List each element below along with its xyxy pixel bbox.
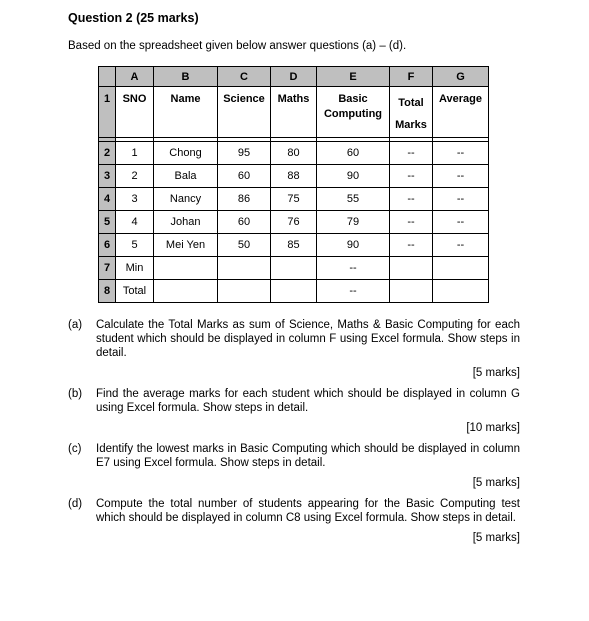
cell-empty	[390, 280, 433, 303]
column-header-f: F	[390, 67, 433, 87]
column-header-row	[99, 67, 489, 87]
cell-basic-computing-min: --	[317, 257, 390, 280]
cell-average: --	[433, 188, 489, 211]
table-row	[99, 142, 489, 165]
cell-empty	[218, 280, 271, 303]
subquestion-label: (d)	[68, 498, 83, 510]
cell-empty	[154, 257, 218, 280]
cell-basic-computing: 79	[317, 211, 390, 234]
cell-sno: 5	[116, 234, 154, 257]
header-cell-basic-computing: Basic Computing	[317, 87, 390, 138]
subquestion-text: Compute the total number of students appearing for the Basic Computing test which should be displayed in column C8 using Excel formula. Show steps in detail.	[96, 498, 520, 524]
cell-name: Nancy	[154, 188, 218, 211]
cell-empty	[154, 280, 218, 303]
cell-science: 86	[218, 188, 271, 211]
cell-empty	[271, 280, 317, 303]
cell-empty	[218, 257, 271, 280]
cell-basic-computing: 90	[317, 234, 390, 257]
cell-maths: 75	[271, 188, 317, 211]
cell-total-marks: --	[390, 142, 433, 165]
question-title: Question 2 (25 marks)	[68, 11, 199, 25]
table-row	[99, 188, 489, 211]
table-row	[99, 234, 489, 257]
cell-maths: 76	[271, 211, 317, 234]
subquestion-label: (c)	[68, 443, 82, 455]
column-header-e: E	[317, 67, 390, 87]
cell-science: 50	[218, 234, 271, 257]
cell-name: Mei Yen	[154, 234, 218, 257]
table-row-min	[99, 257, 489, 280]
column-header-d: D	[271, 67, 317, 87]
row-number: 6	[99, 234, 116, 257]
subquestion-label: (a)	[68, 319, 83, 331]
cell-total-marks: --	[390, 188, 433, 211]
subquestion-text: Find the average marks for each student which should be displayed in column G using Excel formula. Show steps in detail.	[96, 388, 520, 414]
subquestion-text: Identify the lowest marks in Basic Computing which should be displayed in column E7 using Excel formula. Show steps in detail.	[96, 443, 520, 469]
cell-basic-computing: 55	[317, 188, 390, 211]
subquestion-b	[68, 387, 520, 435]
subquestion-text: Calculate the Total Marks as sum of Science, Maths & Basic Computing for each student which should be displayed in column F using Excel formula. Show steps in detail.	[96, 319, 520, 359]
cell-empty	[390, 257, 433, 280]
table-row	[99, 211, 489, 234]
spreadsheet-table	[98, 66, 489, 303]
column-header-a: A	[116, 67, 154, 87]
subquestion-d	[68, 497, 520, 545]
cell-basic-computing: 90	[317, 165, 390, 188]
table-row-header	[99, 87, 489, 138]
cell-average: --	[433, 165, 489, 188]
cell-science: 60	[218, 211, 271, 234]
subquestion-marks: [5 marks]	[472, 532, 520, 544]
header-cell-total-marks: Total Marks	[390, 87, 433, 138]
table-row-total	[99, 280, 489, 303]
cell-min-label: Min	[116, 257, 154, 280]
cell-science: 95	[218, 142, 271, 165]
header-cell-name: Name	[154, 87, 218, 138]
row-number: 8	[99, 280, 116, 303]
row-number: 5	[99, 211, 116, 234]
subquestion-marks: [5 marks]	[472, 367, 520, 379]
cell-science: 60	[218, 165, 271, 188]
cell-sno: 1	[116, 142, 154, 165]
subquestion-a	[68, 318, 520, 380]
subquestion-c	[68, 442, 520, 490]
subquestion-marks: [10 marks]	[466, 422, 520, 434]
sheet-corner	[99, 67, 116, 87]
subquestion-label: (b)	[68, 388, 83, 400]
header-cell-maths: Maths	[271, 87, 317, 138]
cell-total-marks: --	[390, 165, 433, 188]
cell-maths: 88	[271, 165, 317, 188]
table-row	[99, 165, 489, 188]
header-cell-average: Average	[433, 87, 489, 138]
cell-basic-computing: 60	[317, 142, 390, 165]
row-number: 3	[99, 165, 116, 188]
column-header-b: B	[154, 67, 218, 87]
cell-empty	[271, 257, 317, 280]
cell-average: --	[433, 142, 489, 165]
row-number: 7	[99, 257, 116, 280]
row-number: 4	[99, 188, 116, 211]
header-cell-sno: SNO	[116, 87, 154, 138]
cell-empty	[433, 257, 489, 280]
cell-average: --	[433, 211, 489, 234]
cell-empty	[433, 280, 489, 303]
column-header-c: C	[218, 67, 271, 87]
question-intro: Based on the spreadsheet given below answer questions (a) – (d).	[68, 40, 407, 52]
cell-maths: 85	[271, 234, 317, 257]
cell-total-marks: --	[390, 211, 433, 234]
subquestion-marks: [5 marks]	[472, 477, 520, 489]
cell-maths: 80	[271, 142, 317, 165]
row-number: 2	[99, 142, 116, 165]
cell-name: Chong	[154, 142, 218, 165]
cell-name: Johan	[154, 211, 218, 234]
column-header-g: G	[433, 67, 489, 87]
header-cell-science: Science	[218, 87, 271, 138]
cell-basic-computing-total: --	[317, 280, 390, 303]
subquestion-list	[68, 318, 520, 545]
cell-sno: 2	[116, 165, 154, 188]
cell-total-label: Total	[116, 280, 154, 303]
row-number: 1	[99, 87, 116, 138]
cell-name: Bala	[154, 165, 218, 188]
cell-total-marks: --	[390, 234, 433, 257]
cell-sno: 3	[116, 188, 154, 211]
cell-average: --	[433, 234, 489, 257]
cell-sno: 4	[116, 211, 154, 234]
